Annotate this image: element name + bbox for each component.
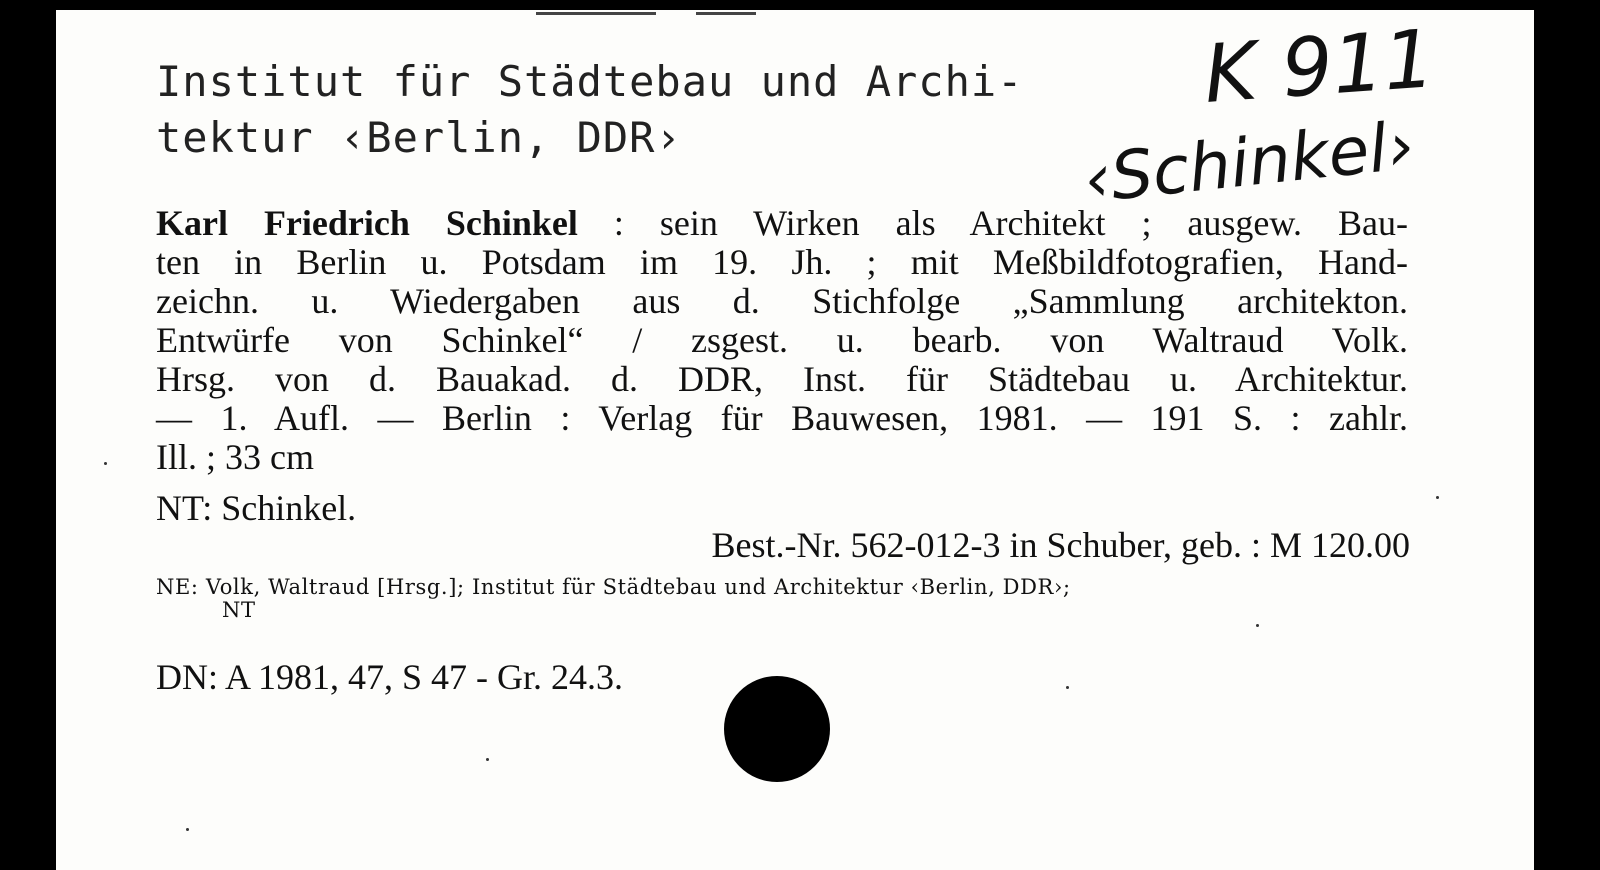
dn-entry: DN: A 1981, 47, S 47 - Gr. 24.3.: [156, 657, 624, 697]
ne-entry: [156, 576, 1416, 622]
ne-line-2: NT: [222, 598, 256, 622]
speck: [1256, 624, 1259, 627]
top-edge-mark: [696, 12, 756, 15]
order-price-line: Best.-Nr. 562-012-3 in Schuber, geb. : M 120.00: [711, 525, 1410, 565]
speck: [1436, 496, 1439, 499]
work-title: Karl Friedrich Schinkel: [156, 203, 578, 243]
handwritten-note: ‹Schinkel›: [1080, 106, 1418, 219]
heading-entry: [156, 54, 1023, 166]
speck: [186, 828, 189, 831]
speck: [104, 462, 107, 465]
description-line-4: Entwürfe von Schinkel“ / zsgest. u. bearb. von Waltraud Volk.: [156, 320, 1408, 360]
bibliographic-description: [156, 204, 1408, 477]
speck: [1066, 686, 1069, 689]
nt-entry: NT: Schinkel.: [156, 488, 357, 528]
description-line-7: Ill. ; 33 cm: [156, 437, 314, 477]
top-edge-mark: [536, 12, 656, 15]
catalog-card: [56, 10, 1534, 870]
ne-line-1: NE: Volk, Waltraud [Hrsg.]; Institut für Städtebau und Architektur ‹Berlin, DDR›;: [156, 575, 1071, 599]
heading-line-1: Institut für Städtebau und Archi-: [156, 57, 1024, 106]
description-line-6: — 1. Aufl. — Berlin : Verlag für Bauwesen, 1981. — 191 S. : zahlr.: [156, 398, 1408, 438]
handwritten-call-number: K 911: [1201, 12, 1438, 121]
description-line-1-rest: : sein Wirken als Architekt ; ausgew. Bau-: [577, 203, 1408, 243]
punch-hole: [724, 676, 830, 782]
heading-line-2: tektur ‹Berlin, DDR›: [156, 113, 682, 162]
speck: [486, 758, 489, 761]
description-line-5: Hrsg. von d. Bauakad. d. DDR, Inst. für Städtebau u. Architektur.: [156, 359, 1408, 399]
description-line-2: ten in Berlin u. Potsdam im 19. Jh. ; mit Meßbildfotografien, Hand-: [156, 242, 1408, 282]
description-line-3: zeichn. u. Wiedergaben aus d. Stichfolge „Sammlung architekton.: [156, 281, 1408, 321]
description-line-1: [156, 204, 1408, 243]
